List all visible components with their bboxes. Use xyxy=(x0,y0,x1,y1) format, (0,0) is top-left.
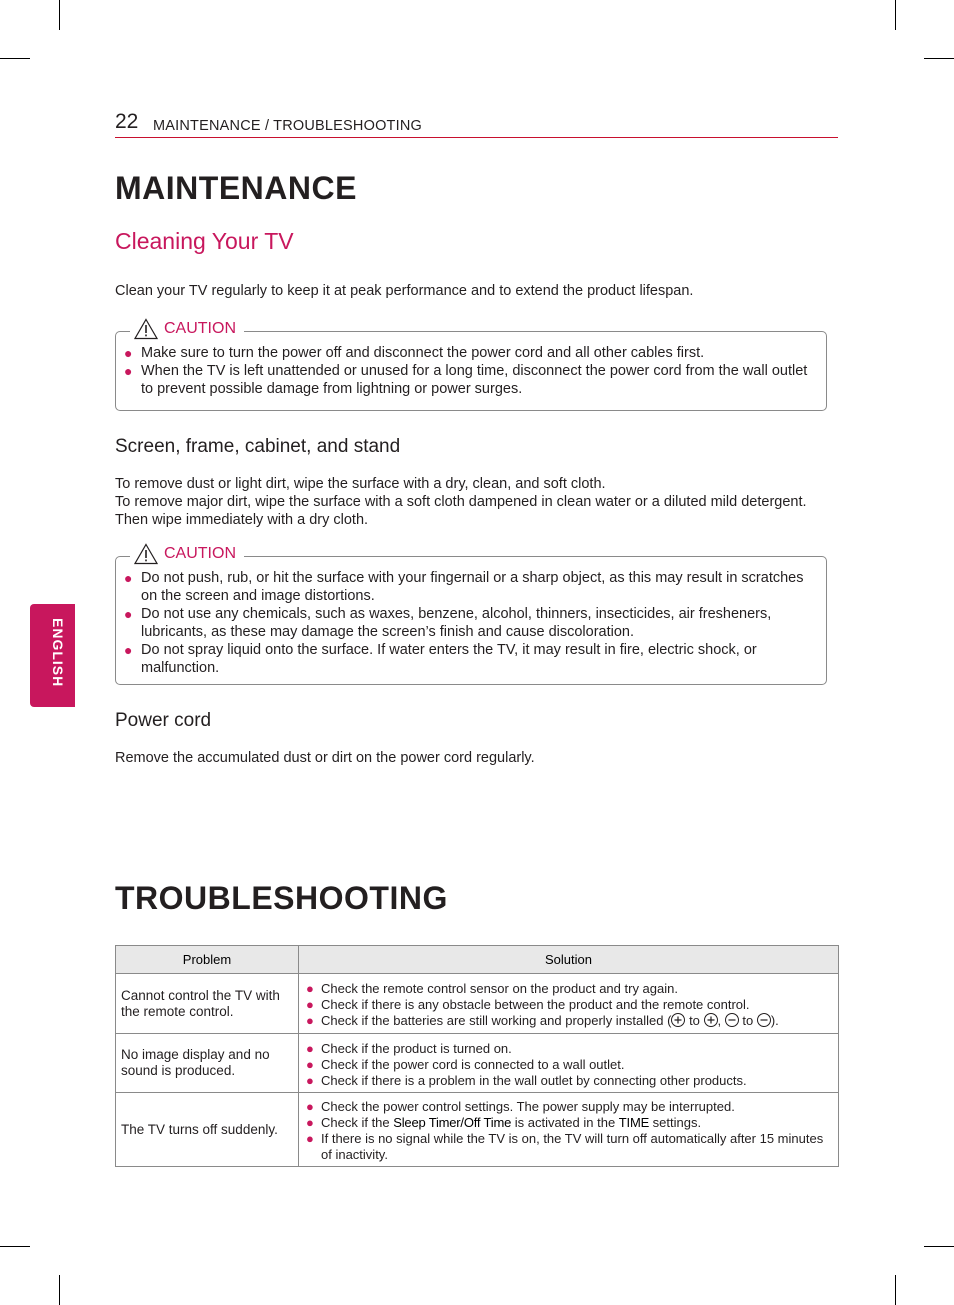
bullet-icon: ● xyxy=(306,1115,314,1130)
caution-text: CAUTION xyxy=(164,545,236,562)
caution-box xyxy=(115,545,827,685)
list-item: ● Do not push, rub, or hit the surface with your fingernail or a sharp object, as this may result in scratches on the screen and image distortions. xyxy=(124,570,804,604)
solution-cell xyxy=(299,974,839,1034)
bullet-icon: ● xyxy=(124,570,133,586)
crop-mark xyxy=(895,1275,896,1305)
header-problem: Problem xyxy=(116,946,299,974)
bullet-icon: ● xyxy=(306,1131,314,1146)
list-item: ● Check the power control settings. The power supply may be interrupted. xyxy=(306,1099,735,1114)
list-item: ● Check if the Sleep Timer/Off Time is activated in the TIME settings. xyxy=(306,1115,702,1130)
time-keyword: TIME xyxy=(618,1115,650,1130)
warning-triangle-icon xyxy=(134,543,158,565)
list-item: ● Do not spray liquid onto the surface. If water enters the TV, it may result in fire, electric shock, or malfunction. xyxy=(124,642,757,676)
bullet-icon: ● xyxy=(124,642,133,658)
troubleshooting-table xyxy=(115,945,839,1167)
page-header xyxy=(115,110,838,138)
crop-mark xyxy=(924,58,954,59)
cleaning-heading: Cleaning Your TV xyxy=(115,228,294,254)
caution-list xyxy=(123,569,812,677)
crop-mark xyxy=(0,58,30,59)
sleep-timer-keyword: Sleep Timer/Off Time xyxy=(393,1115,512,1130)
bullet-icon: ● xyxy=(124,363,133,379)
caution-label xyxy=(130,543,244,565)
warning-triangle-icon xyxy=(134,318,158,340)
list-item: ● Check if there is a problem in the wall outlet by connecting other products. xyxy=(306,1072,747,1088)
caution-list xyxy=(123,344,812,398)
bullet-icon: ● xyxy=(124,345,133,361)
bullet-icon: ● xyxy=(306,997,314,1012)
power-cord-text: Remove the accumulated dust or dirt on the power cord regularly. xyxy=(115,750,535,766)
screen-text-2: To remove major dirt, wipe the surface with a soft cloth dampened in clean water or a diluted mild detergent. Then wipe immediately with a dry cloth. xyxy=(115,494,807,528)
problem-cell: No image display and no sound is produced. xyxy=(116,1034,299,1093)
caution-box xyxy=(115,320,827,411)
crop-mark xyxy=(924,1246,954,1247)
list-item: ● Check if the product is turned on. xyxy=(306,1040,512,1056)
bullet-icon: ● xyxy=(124,606,133,622)
language-tab xyxy=(30,604,75,707)
table-row xyxy=(116,1034,839,1093)
bullet-icon: ● xyxy=(306,1040,314,1056)
crop-mark xyxy=(895,0,896,30)
list-item: ● Check if there is any obstacle between the product and the remote control. xyxy=(306,997,750,1012)
screen-text-1: To remove dust or light dirt, wipe the surface with a dry, clean, and soft cloth. xyxy=(115,476,606,492)
crop-mark xyxy=(59,0,60,30)
troubleshooting-heading: TROUBLESHOOTING xyxy=(115,880,448,916)
list-item: ● Make sure to turn the power off and disconnect the power cord and all other cables first. xyxy=(124,345,705,361)
solution-cell xyxy=(299,1034,839,1093)
problem-cell: The TV turns off suddenly. xyxy=(116,1093,299,1167)
screen-heading: Screen, frame, cabinet, and stand xyxy=(115,436,401,457)
table-row xyxy=(116,1093,839,1167)
bullet-icon: ● xyxy=(306,981,314,996)
problem-cell: Cannot control the TV with the remote control. xyxy=(116,974,299,1034)
list-item: ● If there is no signal while the TV is on, the TV will turn off automatically after 15 minutes of inactivity. xyxy=(306,1131,824,1162)
caution-label xyxy=(130,318,244,340)
list-item: ● Do not use any chemicals, such as waxes, benzene, alcohol, thinners, insecticides, air fresheners, lubricants, as these may damage the screen’s finish and cause discoloration. xyxy=(124,606,772,640)
bullet-icon: ● xyxy=(306,1072,314,1088)
solution-cell xyxy=(299,1093,839,1167)
bullet-icon: ● xyxy=(306,1013,314,1028)
bullet-icon: ● xyxy=(306,1056,314,1072)
crop-mark xyxy=(0,1246,30,1247)
cleaning-intro: Clean your TV regularly to keep it at peak performance and to extend the product lifespan. xyxy=(115,283,694,299)
crop-mark xyxy=(59,1275,60,1305)
bullet-icon: ● xyxy=(306,1099,314,1114)
header-solution: Solution xyxy=(299,946,839,974)
power-cord-heading: Power cord xyxy=(115,710,212,731)
plus-circle-icon xyxy=(704,1013,718,1027)
list-item: ● Check if the batteries are still working and properly installed ( to , to ). xyxy=(306,1013,779,1028)
list-item: ● Check the remote control sensor on the product and try again. xyxy=(306,981,678,996)
list-item: ● When the TV is left unattended or unused for a long time, disconnect the power cord from the wall outlet to prevent possible damage from lightning or power surges. xyxy=(124,363,808,397)
plus-circle-icon xyxy=(671,1013,685,1027)
section-title: MAINTENANCE / TROUBLESHOOTING xyxy=(153,118,422,134)
minus-circle-icon xyxy=(725,1013,739,1027)
list-item: ● Check if the power cord is connected to a wall outlet. xyxy=(306,1056,625,1072)
page-number: 22 xyxy=(115,110,139,133)
caution-text: CAUTION xyxy=(164,320,236,337)
table-header-row xyxy=(116,946,839,974)
minus-circle-icon xyxy=(757,1013,771,1027)
maintenance-heading: MAINTENANCE xyxy=(115,170,357,206)
language-tab-label: ENGLISH xyxy=(50,618,66,688)
table-row xyxy=(116,974,839,1034)
